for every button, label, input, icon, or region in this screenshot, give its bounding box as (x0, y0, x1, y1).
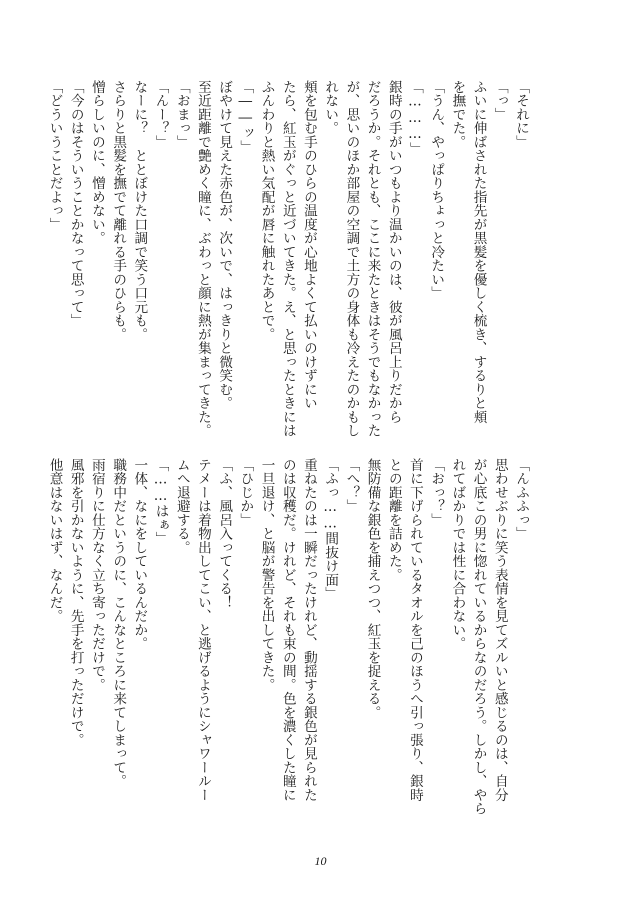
top-text-block (46, 80, 531, 438)
text-line: のは収穫だ。けれど、それも束の間。色を濃くした瞳に (279, 458, 296, 802)
text-line: 無防備な銀色を捕えつつ、紅玉を捉える。 (364, 458, 381, 720)
text-line: 職務中だというのに、こんなところに来てしまって。 (110, 458, 127, 788)
text-line: 雨宿りに仕方なく立ち寄っただけで。 (88, 458, 105, 692)
text-line: 憎らしいのに、憎めない。 (88, 80, 105, 245)
text-line: たら、紅玉がぐっと近づいてきた。え、と思ったときには (279, 80, 296, 438)
text-line: 「うん、やっぱりちょっと冷たい」 (428, 80, 445, 300)
text-line: さらりと黒髪を撫でて離れる手のひらも。 (110, 80, 127, 342)
text-line: ふいに伸ばされた指先が黒髪を優しく梳き、するりと頬 (470, 80, 487, 424)
text-line: 他意はないはず、なんだ。 (46, 458, 63, 623)
text-line: テメーは着物出してこい、と逃げるようにシャワールー (194, 458, 211, 802)
text-line: れない。 (322, 80, 339, 135)
text-line: 銀時の手がいつもより温かいのは、彼が風呂上りだから (385, 80, 402, 424)
text-line: なーに？ ととぼけた口調で笑う口元も。 (131, 80, 148, 342)
text-line: 「どういうことだよっ」 (46, 80, 63, 232)
page-number: 10 (314, 854, 327, 868)
text-line: が心底この男に惚れているからなのだろう。しかし、やら (470, 458, 487, 816)
text-line: 「それに」 (513, 80, 529, 149)
text-line: 「ひじか」 (237, 458, 254, 527)
text-line: 「んふふっ」 (513, 458, 529, 541)
text-line: 「今のはそういうことかなって思って」 (67, 80, 84, 328)
text-line: 「………」 (406, 80, 423, 156)
text-line: ふんわりと熱い気配が唇に触れたあとで。 (258, 80, 275, 342)
text-line: 重ねたのは一瞬だったけれど、動揺する銀色が見られた (300, 458, 317, 802)
text-line: れてばかりでは性に合わない。 (449, 458, 466, 651)
text-line: だろうか。それとも、ここに来たときはそうでもなかった (364, 80, 381, 438)
text-line: 「……はぁ」 (152, 458, 169, 546)
text-line: 「おまっ」 (173, 80, 190, 149)
text-line: 「ふっ……間抜け面」 (322, 458, 339, 601)
text-line: 「おっ？」 (428, 458, 445, 527)
text-line: ムへ退避する。 (173, 458, 190, 555)
bottom-text-block (46, 458, 531, 816)
text-line: 「へ？」 (343, 458, 360, 513)
text-line: 風邪を引かないように、先手を打っただけで。 (67, 458, 84, 747)
text-line: 一旦退け、と脳が警告を出してきた。 (258, 458, 275, 692)
text-line: との距離を詰めた。 (385, 458, 402, 582)
text-line: 「ふ、風呂入ってくる！ (216, 458, 233, 610)
text-line: 首に下げられているタオルを己のほうへ引っ張り、銀時 (406, 458, 423, 802)
text-line: 「っ」 (491, 80, 508, 122)
text-line: 一体、なにをしているんだか。 (131, 458, 148, 651)
text-line: ぼやけて見えた赤色が、次いで、はっきりと微笑む。 (216, 80, 233, 410)
text-line: 「んー？」 (152, 80, 169, 149)
text-line: 頬を包む手のひらの温度が心地よくて払いのけずにい (300, 80, 317, 410)
text-line: 「――ッ」 (237, 80, 254, 154)
text-line: が、思いのほか部屋の空調で土方の身体も冷えたのかもし (343, 80, 360, 438)
text-line: 至近距離で艶めく瞳に、ぶわっと顔に熱が集まってきた。 (194, 80, 211, 438)
text-line: 思わせぶりに笑う表情を見てズルいと感じるのは、自分 (491, 458, 508, 802)
text-line: を撫でた。 (449, 80, 466, 149)
